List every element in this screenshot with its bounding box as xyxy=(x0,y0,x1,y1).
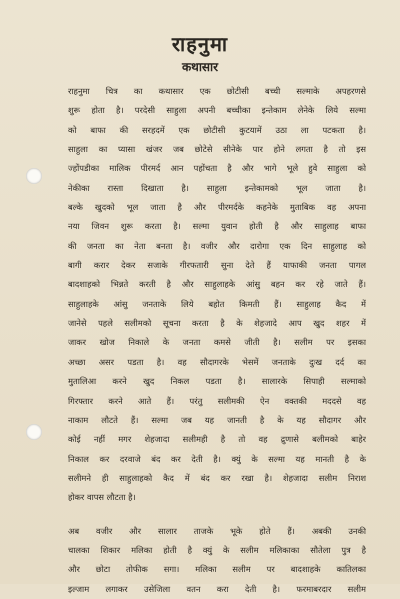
text-line: बल्के खुदको भूल जाता है और पीरमर्दके कहनेके मुताबिक वह अपना xyxy=(68,202,366,213)
text-line: की जनता का नेता बनता है। वजीर और दारोगा एक दिन साहुलाह को xyxy=(68,240,366,251)
text-line: गिरफ्तार करने आते हैं। परंतु सलीमकी ऐन वक्तकी मददसे वह xyxy=(68,395,366,406)
text-line: बागी करार देकर सजाके गीरफतारी सुना देते हैं याफाकी जनता पागल xyxy=(68,260,366,271)
paragraph-1 xyxy=(68,82,366,508)
text-line: मुतालिआ करने खुद निकल पडता है। सालारके सिपाही सल्माको xyxy=(68,376,366,387)
synopsis-body xyxy=(68,82,366,599)
text-line: निकाल कर दरवाजे बंद कर देती है। क्युं के सल्मा यह मानती है के xyxy=(68,453,366,464)
text-line: जाकर खोज निकाले के जनता कमसे जीती है। सलीम पर इसका xyxy=(68,337,366,348)
paragraph-2 xyxy=(68,522,366,599)
punch-hole xyxy=(26,424,42,440)
text-line: होकर वापस लौटता है। xyxy=(68,492,136,503)
text-line: साहुलाहके आंसु जनताके लिये बहोत किमती हैं। साहुलाह कैद में xyxy=(68,298,366,309)
text-line: बादशाहको भिन्नते करती है और साहुलाहके आंसु बहन कर रहे जाते हैं। xyxy=(68,279,366,290)
punch-hole xyxy=(26,168,42,184)
text-line: ज्होंपडीका मालिक पीरमर्द आन पहोंचता है और भागे भूले हुवे साहुला को xyxy=(68,163,366,174)
text-line: को बाफा की सरहदमें एक छोटीसी कुटयामें उठा ला पटकता है। xyxy=(68,124,366,135)
text-line: कोई नहीं मगर शेहजादा सलीमही है तो वह द्रुणासे बलीमको बाहेर xyxy=(68,434,366,445)
text-line: और छोटा तोफीक सगा। मलिका सलीम पर बादशाहके कातिलका xyxy=(68,564,366,575)
document-subtitle: कथासार xyxy=(181,60,219,74)
text-line: साहुला का प्यासा खंजर जब छोटेसे सीनेके पार होने लगता है तो इस xyxy=(68,144,366,155)
text-line: सलीमने ही साहुलाहको कैद में बंद कर रखा है। शेहजादा सलीम निराश xyxy=(68,472,366,483)
text-line: नया जिवन शुरू करता है। सल्मा युवान होती है और साहुलाह बाफा xyxy=(68,221,366,232)
text-line: नेकीका रास्ता दिखाता है। साहुला इन्तेकामको भूल जाता है। xyxy=(68,182,366,193)
text-line: जानेसे पहले सलीमको सूचना करता है के शेहजादे आप खुद शहर में xyxy=(68,318,366,329)
paragraph-gap xyxy=(68,508,366,522)
text-line: शुरू होता है। परदेसी साहुला अपनी बच्चीका इन्तेकाम लेनेके लिये सल्मा xyxy=(68,105,366,116)
text-line: इल्जाम लगाकर उसेजिला वतन करा देती है। फरमाबरदार सलीम xyxy=(68,583,366,594)
text-line: अब वजीर और सालार ताजके भूके होते हैं। अबकी उनकी xyxy=(68,525,366,536)
text-line: नाकाम लौटते हैं। सल्मा जब यह जानती है के यह सौदागर और xyxy=(68,414,366,425)
text-line: अच्छा असर पडता है। वह सौदागरके भेसमें जनताके दुःख दर्द का xyxy=(68,356,366,367)
text-line: चालका शिकार मलिका होती है क्युं के सलीम मलिकाका सौतेला पुत्र है xyxy=(68,544,366,555)
document-title: राहनुमा xyxy=(171,32,229,56)
text-line: राहनुमा चित्र का कथासार एक छोटीसी बच्ची सल्माके अपहरणसे xyxy=(68,86,366,96)
